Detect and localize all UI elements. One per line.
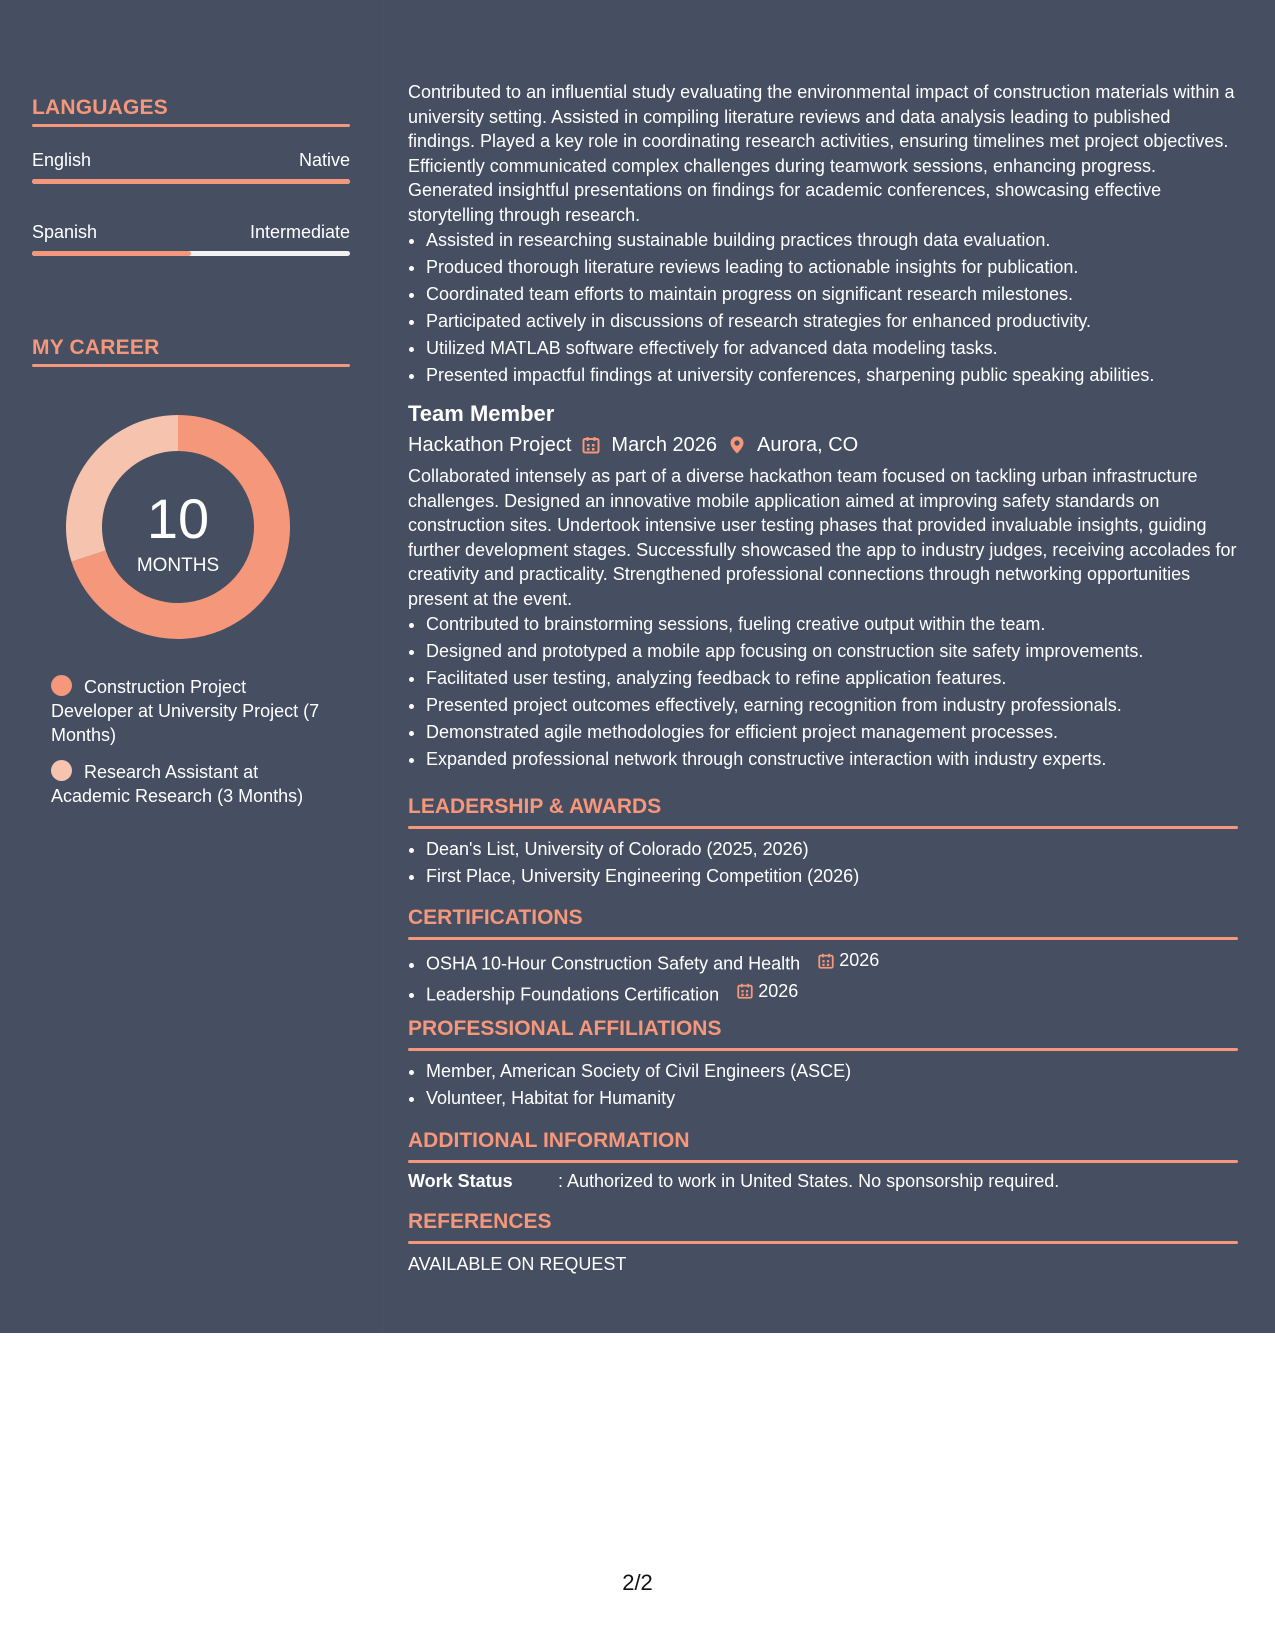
additional-rule [408,1160,1238,1163]
career-title: MY CAREER [32,336,160,359]
languages-title: LANGUAGES [32,96,168,119]
career-section [32,335,350,367]
language-level: Intermediate [249,222,350,242]
leadership-title: LEADERSHIP & AWARDS [408,795,662,818]
certifications-title: CERTIFICATIONS [408,906,583,929]
affiliations-title: PROFESSIONAL AFFILIATIONS [408,1017,722,1040]
list-item: • Contributed to brainstorming sessions, fueling creative output within the team. [426,611,1238,638]
career-total-number: 10 [146,487,210,550]
job-location: Aurora, CO [757,434,859,456]
work-status-label: Work Status [408,1171,513,1191]
job-organization: Hackathon Project [408,434,572,456]
additional-section [408,1128,1238,1193]
list-item: • Expanded professional network through constructive interaction with industry experts. [426,746,1238,773]
language-bar-fill [32,179,350,184]
career-legend-label: Construction Project Developer at University Project (7 Months) [51,677,320,745]
column-divider [382,0,383,1333]
calendar-icon [817,952,835,970]
legend-dot-icon [51,760,72,781]
references-title: REFERENCES [408,1210,552,1233]
leadership-rule [408,826,1238,829]
career-total-unit: MONTHS [136,555,220,576]
list-item: • Dean's List, University of Colorado (2025, 2026) [426,836,1238,863]
list-item: • Presented project outcomes effectively, earning recognition from industry professionals. [426,692,1238,719]
certifications-section [408,905,1238,1008]
affiliations-list [408,1058,1238,1112]
list-item: • Assisted in researching sustainable building practices through data evaluation. [426,227,1238,254]
languages-section [32,95,350,256]
list-item: • Designed and prototyped a mobile app focusing on construction site safety improvements. [426,638,1238,665]
job-title: Team Member [408,401,555,426]
language-bar [32,251,350,256]
list-item: • Utilized MATLAB software effectively for advanced data modeling tasks. [426,335,1238,362]
list-item: • Demonstrated agile methodologies for efficient project management processes. [426,719,1238,746]
certifications-rule [408,937,1238,940]
certifications-list [408,947,1238,1008]
legend-dot-icon [51,675,72,696]
language-bar-fill [32,251,191,256]
language-level: Native [298,150,350,170]
list-item [426,947,1238,978]
research-description: Contributed to an influential study evaluating the environmental impact of construction materials within a university setting. Assisted in compiling literature reviews and data analysis leading to published findings. Played a key role in coordinating research activities, ensuring timelines met project objectives. Efficiently communicated complex challenges during teamwork sessions, enhancing progress. Generated insightful presentations on findings for academic conferences, showcasing effective storytelling through research. [408,82,1235,225]
list-item: • Participated actively in discussions of research strategies for enhanced productivity. [426,308,1238,335]
list-item [426,978,1238,1009]
list-item: • Volunteer, Habitat for Humanity [426,1085,1238,1112]
leadership-list [408,836,1238,890]
list-item: • Coordinated team efforts to maintain progress on significant research milestones. [426,281,1238,308]
certification-name: Leadership Foundations Certification [426,984,720,1004]
language-item [32,221,350,256]
list-item: • Presented impactful findings at university conferences, sharpening public speaking abilities. [426,362,1238,389]
job-date: March 2026 [611,434,718,456]
certification-year: 2026 [758,980,799,1001]
affiliations-section [408,1016,1238,1112]
calendar-icon [581,435,601,455]
references-rule [408,1241,1238,1244]
references-section [408,1209,1238,1277]
career-rule [32,364,350,367]
career-legend-label: Research Assistant at Academic Research (3 Months) [51,762,304,806]
list-item: • Produced thorough literature reviews leading to actionable insights for publication. [426,254,1238,281]
additional-title: ADDITIONAL INFORMATION [408,1129,690,1152]
career-legend-item [32,760,332,808]
location-pin-icon [727,435,747,455]
work-status-value: : Authorized to work in United States. No sponsorship required. [558,1171,1060,1191]
job-bullets [408,611,1238,773]
career-legend [32,675,332,808]
language-item [32,149,350,184]
research-bullets [408,227,1238,389]
page-number: 2/2 [622,1570,653,1595]
languages-rule [32,124,350,127]
language-name: Spanish [32,222,98,242]
research-entry [408,80,1238,389]
work-status-row [408,1169,1238,1193]
list-item: • Member, American Society of Civil Engineers (ASCE) [426,1058,1238,1085]
career-donut [66,415,290,639]
job-description: Collaborated intensely as part of a diverse hackathon team focused on tackling urban infrastructure challenges. Designed an innovative mobile application aimed at improving safety standards on construction sites. Undertook intensive user testing phases that provided invaluable insights, guiding further development stages. Successfully showcased the app to industry judges, receiving accolades for creativity and practicality. Strengthened professional connections through networking opportunities present at the event. [408,466,1237,609]
language-bar [32,179,350,184]
list-item: • Facilitated user testing, analyzing feedback to refine application features. [426,665,1238,692]
calendar-icon [736,982,754,1000]
certification-year: 2026 [839,950,880,970]
certification-name: OSHA 10-Hour Construction Safety and Health [426,953,801,974]
leadership-section [408,794,1238,890]
list-item: • First Place, University Engineering Competition (2026) [426,863,1238,890]
affiliations-rule [408,1048,1238,1051]
career-legend-item [32,675,332,747]
job-meta [408,431,1238,459]
language-name: English [32,150,92,170]
references-text: AVAILABLE ON REQUEST [408,1254,627,1274]
job-entry [408,400,1238,773]
